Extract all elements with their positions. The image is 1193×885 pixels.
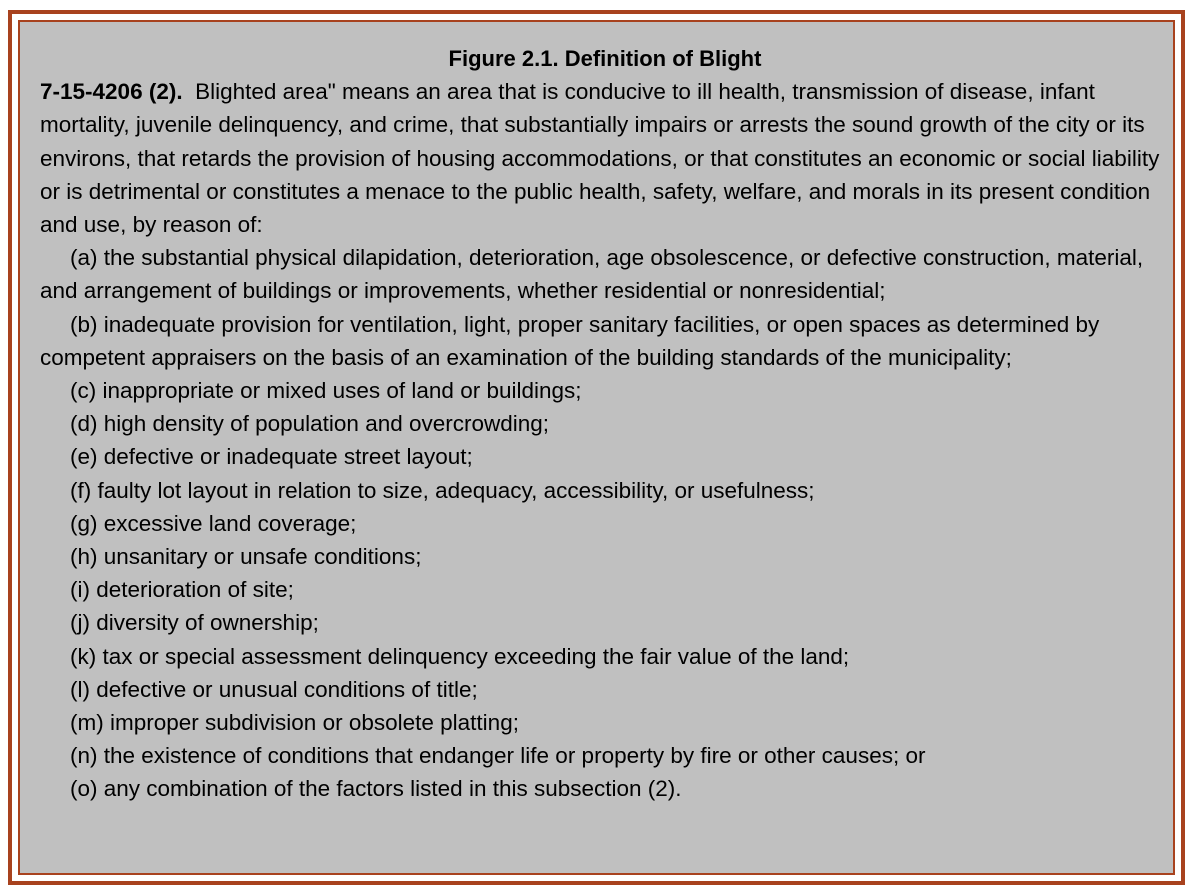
figure-frame	[8, 10, 1185, 885]
figure-content	[40, 42, 1170, 806]
statute-paragraph	[40, 75, 1170, 241]
list-item-o: (o) any combination of the factors listed in this subsection (2).	[70, 776, 682, 802]
list-item-l: (l) defective or unusual conditions of title;	[70, 676, 478, 702]
statute-intro: Blighted area" means an area that is conducive to ill health, transmission of disease, infant mortality, juvenile delinquency, and crime, that substantially impairs or arrests the sound growth of the city or its environs, that retards the provision of housing accommodations, or that constitutes an economic or social liability or is detrimental or constitutes a menace to the public health, safety, welfare, and morals in its present condition and use, by reason of:	[40, 79, 1160, 238]
list-item-a: (a) the substantial physical dilapidation, deterioration, age obsolescence, or defective construction, material, and arrangement of buildings or improvements, whether residential or nonresidential;	[40, 245, 1144, 304]
list-item-d: (d) high density of population and overcrowding;	[70, 411, 550, 437]
list-item-i: (i) deterioration of site;	[70, 577, 294, 603]
list-item-e: (e) defective or inadequate street layout;	[70, 444, 473, 470]
list-item-f: (f) faulty lot layout in relation to size, adequacy, accessibility, or usefulness;	[70, 477, 815, 503]
list-item-k: (k) tax or special assessment delinquency exceeding the fair value of the land;	[70, 643, 850, 669]
figure-title: Figure 2.1. Definition of Blight	[448, 46, 762, 71]
list-item-g: (g) excessive land coverage;	[70, 510, 357, 536]
list-item-n: (n) the existence of conditions that endanger life or property by fire or other causes; or	[70, 743, 926, 769]
list-item-c: (c) inappropriate or mixed uses of land or buildings;	[70, 378, 582, 404]
figure-panel	[18, 20, 1175, 875]
list-item-j: (j) diversity of ownership;	[70, 610, 319, 636]
statute-code: 7-15-4206 (2).	[40, 79, 183, 105]
list-item-h: (h) unsanitary or unsafe conditions;	[70, 544, 422, 570]
list-item-b: (b) inadequate provision for ventilation, light, proper sanitary facilities, or open spaces as determined by competent appraisers on the basis of an examination of the building standards of the municipality;	[40, 311, 1100, 370]
list-item-m: (m) improper subdivision or obsolete platting;	[70, 710, 519, 736]
